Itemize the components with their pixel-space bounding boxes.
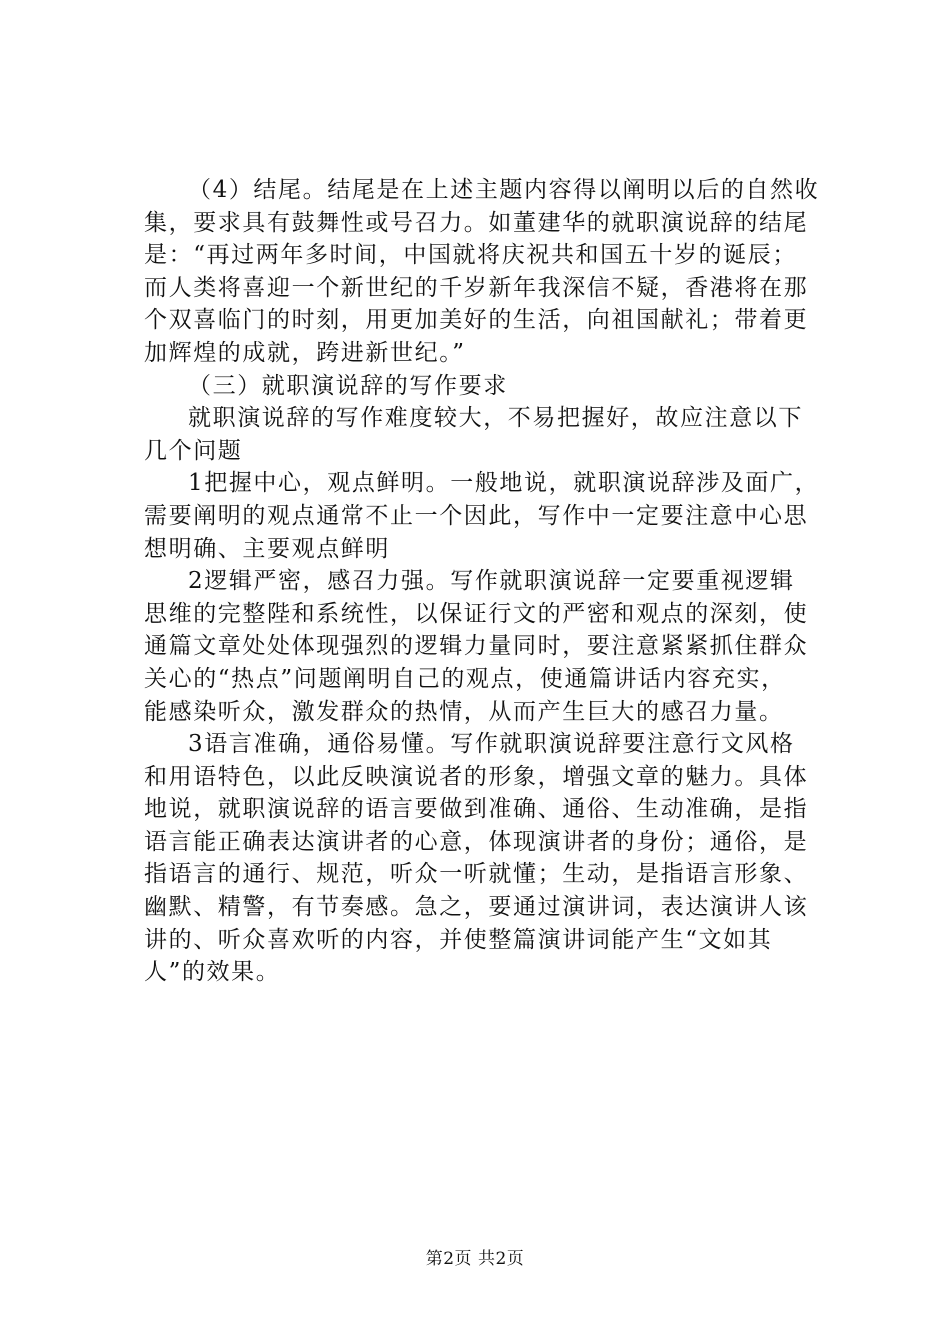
text-line: 通篇文章处处体现强烈的逻辑力量同时，要注意紧紧抓住群众 (144, 633, 809, 660)
text-line: 加辉煌的成就，跨进新世纪。” (144, 339, 466, 366)
text-line: 是：“再过两年多时间，中国就将庆祝共和国五十岁的诞辰； (144, 242, 797, 269)
text-line: 需要阐明的观点通常不止一个因此，写作中一定要注意中心思 (144, 502, 809, 529)
text-line: 人”的效果。 (144, 959, 281, 986)
text-line: 2逻辑严密，感召力强。写作就职演说辞一定要重视逻辑 (188, 568, 795, 595)
text-line: 语言能正确表达演讲者的心意，体现演讲者的身份；通俗，是 (144, 828, 809, 855)
document-body (144, 174, 832, 989)
text-line: 几个问题 (144, 437, 243, 464)
text-line: 就职演说辞的写作难度较大，不易把握好，故应注意以下 (188, 405, 803, 432)
text-line: （4）结尾。结尾是在上述主题内容得以阐明以后的自然收 (188, 177, 820, 203)
text-line: 个双喜临门的时刻，用更加美好的生活，向祖国献礼；带着更 (144, 307, 809, 334)
text-line: 想明确、主要观点鲜明 (144, 535, 390, 562)
text-line: 和用语特色，以此反映演说者的形象，增强文章的魅力。具体 (144, 763, 809, 790)
text-line: 3语言准确，通俗易懂。写作就职演说辞要注意行文风格 (188, 731, 795, 758)
text-line: 地说，就职演说辞的语言要做到准确、通俗、生动准确，是指 (144, 796, 809, 823)
text-line: 幽默、精警，有节奏感。急之，要通过演讲词，表达演讲人该 (144, 894, 809, 921)
text-line: 关心的“热点”问题阐明自己的观点，使通篇讲话内容充实， (144, 665, 786, 692)
text-line: 1把握中心，观点鲜明。一般地说，就职演说辞涉及面广， (188, 470, 820, 497)
text-line: 指语言的通行、规范，听众一听就懂；生动，是指语言形象、 (144, 861, 809, 888)
text-line: （三）就职演说辞的写作要求 (188, 372, 508, 399)
page-footer: 第2页 共2页 (425, 1249, 525, 1269)
text-line: 集，要求具有鼓舞性或号召力。如董建华的就职演说辞的结尾 (144, 209, 809, 236)
text-line: 能感染听众，激发群众的热情，从而产生巨大的感召力量。 (144, 698, 784, 725)
text-line: 而人类将喜迎一个新世纪的千岁新年我深信不疑，香港将在那 (144, 274, 809, 301)
text-line: 思维的完整陛和系统性，以保证行文的严密和观点的深刻，使 (144, 600, 809, 627)
text-line: 讲的、听众喜欢听的内容，并使整篇演讲词能产生“文如其 (144, 926, 773, 953)
